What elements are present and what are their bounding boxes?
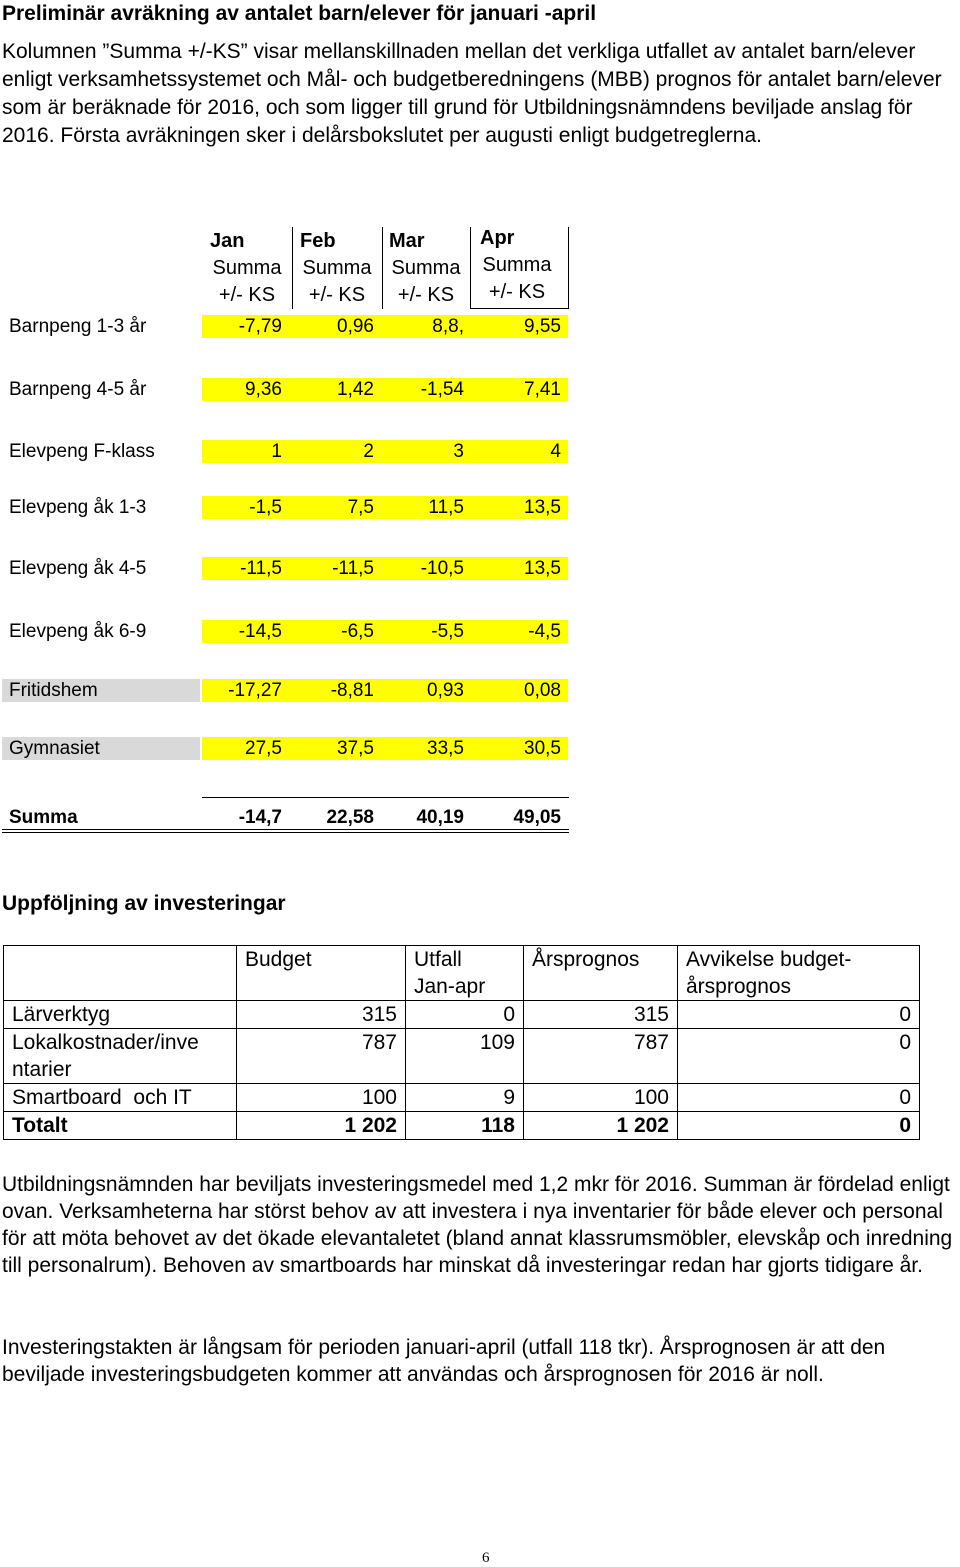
cell-avvikelse: 0	[678, 1029, 920, 1084]
page-number: 6	[482, 1550, 490, 1566]
row-value-feb: 1,42	[337, 379, 374, 400]
row-value-mar: 11,5	[428, 497, 464, 518]
row-label: Lokalkostnader/inve ntarier	[4, 1029, 237, 1084]
cell-prognos: 787	[524, 1029, 678, 1084]
row-value-mar: -5,5	[431, 621, 464, 642]
row-value-apr: 13,5	[524, 497, 561, 518]
row-value-mar: -1,54	[420, 379, 464, 400]
cell-utfall: 9	[406, 1084, 524, 1112]
row-value-jan: 27,5	[245, 738, 282, 759]
header-divider	[568, 227, 569, 309]
table-row	[4, 1001, 920, 1029]
intro-paragraph: Kolumnen ”Summa +/-KS” visar mellanskillnaden mellan det verkliga utfallet av antalet barn/elever enligt verksamhetssystemet och Mål- och budgetberedningens (MBB) prognos för antalet barn/elever som är beräknade för 2016, och som ligger till grund för Utbildningsnämndens beviljade anslag för 2016. Första avräkningen sker i delårsbokslutet per augusti enligt budgetreglerna.	[2, 40, 942, 147]
row-value-feb: -6,5	[341, 621, 374, 642]
total-avvikelse: 0	[678, 1112, 920, 1140]
row-value-apr: 0,08	[524, 680, 561, 701]
row-value-jan: -11,5	[240, 558, 282, 579]
row-value-feb: 7,5	[347, 497, 374, 518]
cell-budget: 100	[237, 1084, 406, 1112]
row-value-feb: -8,81	[330, 680, 374, 701]
row-value-feb: 0,96	[337, 316, 374, 337]
header-utfall: Utfall Jan-apr	[406, 946, 524, 1001]
header-underline	[470, 308, 569, 309]
total-label: Totalt	[4, 1112, 237, 1140]
row-value-apr: 13,5	[524, 558, 561, 579]
row-label: Elevpeng åk 1-3	[9, 497, 147, 518]
table-row	[4, 1029, 920, 1084]
sum-underline-double	[2, 832, 569, 833]
sum-underline	[2, 829, 569, 830]
row-label: Barnpeng 4-5 år	[9, 379, 147, 400]
row-label: Elevpeng åk 6-9	[9, 621, 147, 642]
month-header-apr: Apr Summa +/- KS	[480, 227, 552, 303]
row-value-jan: -7,79	[238, 316, 282, 337]
row-label: Elevpeng åk 4-5	[9, 558, 147, 579]
row-value-mar: 0,93	[427, 680, 464, 701]
row-label: Lärverktyg	[4, 1001, 237, 1029]
row-value-mar: -10,5	[420, 558, 464, 579]
row-value-apr: 9,55	[524, 316, 561, 337]
row-value-apr: 30,5	[524, 738, 561, 759]
header-divider	[470, 227, 471, 309]
cell-budget: 787	[237, 1029, 406, 1084]
month-header-jan: Jan Summa +/- KS	[210, 230, 282, 306]
row-value-jan: 9,36	[245, 379, 282, 400]
cell-prognos: 315	[524, 1001, 678, 1029]
cell-utfall: 109	[406, 1029, 524, 1084]
row-label: Gymnasiet	[2, 737, 200, 760]
row-label: Elevpeng F-klass	[9, 441, 155, 462]
row-value-jan: 1	[271, 441, 282, 462]
row-value-mar: 33,5	[427, 738, 464, 759]
header-empty	[4, 946, 237, 1001]
header-budget: Budget	[237, 946, 406, 1001]
month-header-feb: Feb Summa +/- KS	[300, 230, 372, 306]
cell-utfall: 0	[406, 1001, 524, 1029]
page-title: Preliminär avräkning av antalet barn/elever för januari -april	[2, 2, 597, 25]
row-label: Fritidshem	[2, 679, 200, 702]
header-avvikelse: Avvikelse budget- årsprognos	[678, 946, 920, 1001]
month-header-mar: Mar Summa +/- KS	[389, 230, 461, 306]
row-value-jan: -1,5	[249, 497, 282, 518]
cell-budget: 315	[237, 1001, 406, 1029]
header-divider	[292, 227, 293, 309]
total-row	[4, 1112, 920, 1140]
header-arsprognos: Årsprognos	[524, 946, 678, 1001]
paragraph-investment-pace: Investeringstakten är långsam för perioden januari-april (utfall 118 tkr). Årsprognosen är att den beviljade investeringsbudgeten kommer att användas och årsprognosen för 2016 är noll.	[2, 1336, 886, 1386]
investments-table	[3, 945, 920, 1140]
row-value-apr: -4,5	[528, 621, 561, 642]
row-value-feb: -11,5	[332, 558, 374, 579]
sum-value-jan: -14,7	[238, 807, 282, 828]
paragraph-investment-funds: Utbildningsnämnden har beviljats investeringsmedel med 1,2 mkr för 2016. Summan är fördelad enligt ovan. Verksamheterna har störst behov av att investera i nya inventarier för både elever och personal för att möta behovet av det ökade elevantaletet (bland annat klassrumsmöbler, elevskåp och inredning till personalrum). Behoven av smartboards har minskat då investeringar redan har gjorts tidigare år.	[2, 1173, 953, 1277]
header-divider	[382, 227, 383, 309]
sum-value-mar: 40,19	[416, 807, 464, 828]
row-label: Smartboard och IT	[4, 1084, 237, 1112]
cell-avvikelse: 0	[678, 1084, 920, 1112]
row-value-mar: 3	[453, 441, 464, 462]
cell-prognos: 100	[524, 1084, 678, 1112]
row-value-apr: 7,41	[524, 379, 561, 400]
row-value-apr: 4	[550, 441, 561, 462]
total-prognos: 1 202	[524, 1112, 678, 1140]
row-label: Barnpeng 1-3 år	[9, 316, 147, 337]
investments-title: Uppföljning av investeringar	[2, 892, 286, 915]
total-budget: 1 202	[237, 1112, 406, 1140]
row-value-mar: 8,8,	[432, 316, 464, 337]
row-value-feb: 37,5	[337, 738, 374, 759]
sum-value-feb: 22,58	[326, 807, 374, 828]
sum-top-rule	[202, 797, 569, 798]
row-value-feb: 2	[363, 441, 374, 462]
table-row	[4, 1084, 920, 1112]
row-value-jan: -14,5	[238, 621, 282, 642]
total-utfall: 118	[406, 1112, 524, 1140]
cell-avvikelse: 0	[678, 1001, 920, 1029]
row-value-jan: -17,27	[228, 680, 282, 701]
sum-value-apr: 49,05	[513, 807, 561, 828]
investments-header-row	[4, 946, 920, 1001]
sum-label: Summa	[9, 807, 78, 828]
